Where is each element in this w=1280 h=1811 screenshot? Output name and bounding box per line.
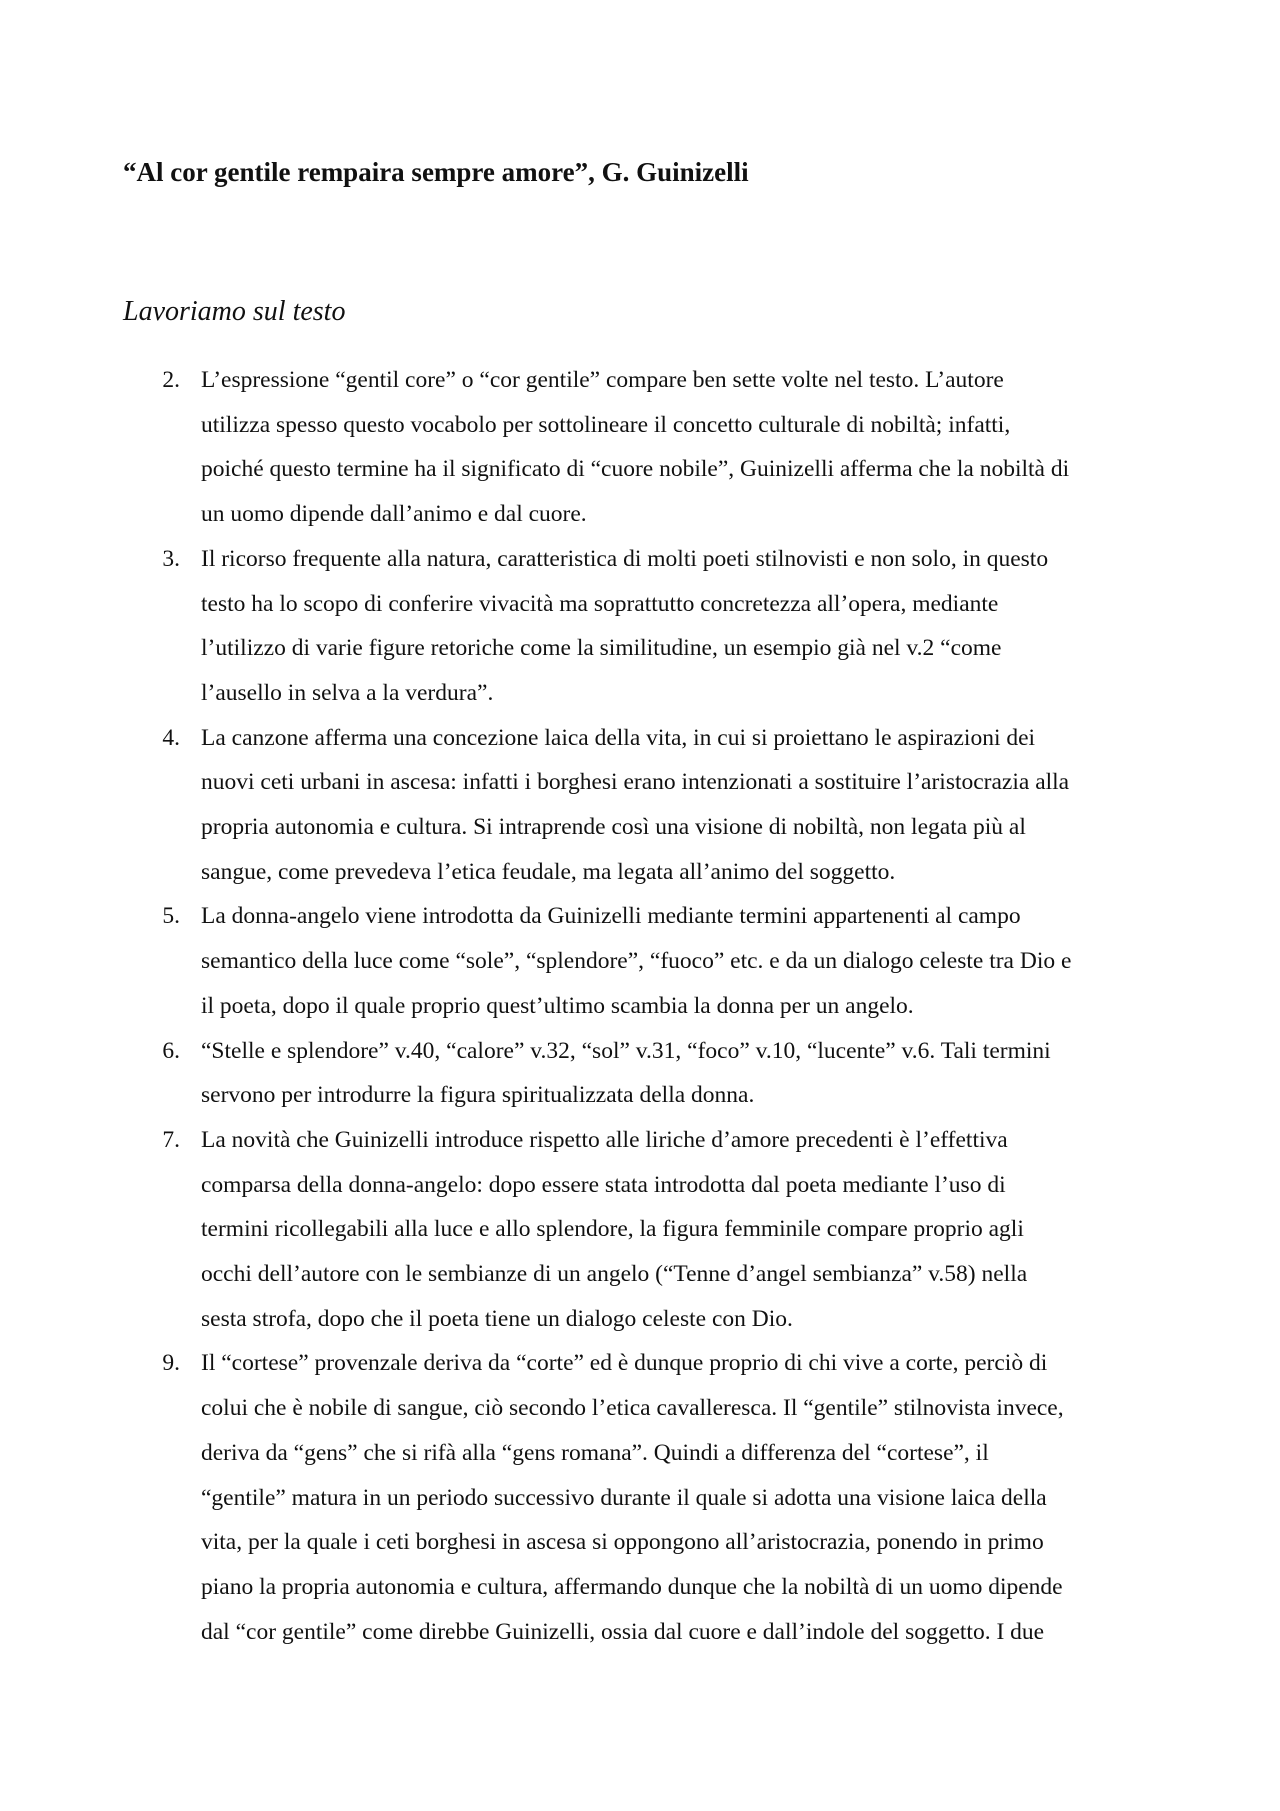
answer-number: 5. <box>162 903 180 930</box>
answer-list <box>0 358 1280 1654</box>
document-title: “Al cor gentile rempaira sempre amore”, G. Guinizelli <box>123 157 749 187</box>
answer-line: il poeta, dopo il quale proprio quest’ultimo scambia la donna per un angelo. <box>201 992 914 1019</box>
answer-line: sangue, come prevedeva l’etica feudale, ma legata all’animo del soggetto. <box>201 858 896 885</box>
answer-line: “gentile” matura in un periodo successivo durante il quale si adotta una visione laica della <box>201 1484 1047 1511</box>
answer-line: poiché questo termine ha il significato di “cuore nobile”, Guinizelli afferma che la nobiltà di <box>201 456 1070 483</box>
answer-line: semantico della luce come “sole”, “splendore”, “fuoco” etc. e da un dialogo celeste tra Dio e <box>201 948 1072 975</box>
answer-line: piano la propria autonomia e cultura, affermando dunque che la nobiltà di un uomo dipende <box>201 1573 1063 1600</box>
answer-line: dal “cor gentile” come direbbe Guinizelli, ossia dal cuore e dall’indole del soggetto. I due <box>201 1618 1045 1645</box>
answer-line: Il ricorso frequente alla natura, caratteristica di molti poeti stilnovisti e non solo, in questo <box>201 545 1049 572</box>
answer-line: comparsa della donna-angelo: dopo essere stata introdotta dal poeta mediante l’uso di <box>201 1171 1006 1198</box>
answer-line: occhi dell’autore con le sembianze di un angelo (“Tenne d’angel sembianza” v.58) nella <box>201 1261 1028 1288</box>
answer-line: colui che è nobile di sangue, ciò secondo l’etica cavalleresca. Il “gentile” stilnovista invece, <box>201 1395 1064 1422</box>
answer-line: nuovi ceti urbani in ascesa: infatti i borghesi erano intenzionati a sostituire l’aristocrazia alla <box>201 769 1070 796</box>
answer-item <box>0 716 1280 895</box>
answer-line: La canzone afferma una concezione laica della vita, in cui si proiettano le aspirazioni dei <box>201 724 1036 751</box>
answer-line: testo ha lo scopo di conferire vivacità ma soprattutto concretezza all’opera, mediante <box>201 590 999 617</box>
answer-item <box>0 358 1280 537</box>
answer-item <box>0 1118 1280 1342</box>
answer-line: “Stelle e splendore” v.40, “calore” v.32, “sol” v.31, “foco” v.10, “lucente” v.6. Tali termini <box>201 1037 1051 1064</box>
answer-line: La donna-angelo viene introdotta da Guinizelli mediante termini appartenenti al campo <box>201 903 1021 930</box>
answer-line: termini ricollegabili alla luce e allo splendore, la figura femminile compare proprio agli <box>201 1216 1024 1243</box>
answer-number: 3. <box>162 545 180 572</box>
answer-line: deriva da “gens” che si rifà alla “gens romana”. Quindi a differenza del “cortese”, il <box>201 1439 989 1466</box>
answer-line: sesta strofa, dopo che il poeta tiene un dialogo celeste con Dio. <box>201 1305 793 1332</box>
answer-line: utilizza spesso questo vocabolo per sottolineare il concetto culturale di nobiltà; infatti, <box>201 411 1011 438</box>
answer-item <box>0 1029 1280 1118</box>
answer-line: vita, per la quale i ceti borghesi in ascesa si oppongono all’aristocrazia, ponendo in primo <box>201 1529 1044 1556</box>
answer-line: L’espressione “gentil core” o “cor gentile” compare ben sette volte nel testo. L’autore <box>201 367 1004 393</box>
answer-line: l’ausello in selva a la verdura”. <box>201 679 494 706</box>
answer-number: 2. <box>162 367 180 393</box>
answer-item <box>0 894 1280 1028</box>
answer-line: l’utilizzo di varie figure retoriche come la similitudine, un esempio già nel v.2 “come <box>201 635 1002 662</box>
answer-line: Il “cortese” provenzale deriva da “corte” ed è dunque proprio di chi vive a corte, perciò di <box>201 1350 1048 1377</box>
answer-number: 7. <box>162 1126 180 1153</box>
answer-line: La novità che Guinizelli introduce rispetto alle liriche d’amore precedenti è l’effettiva <box>201 1126 1008 1153</box>
section-heading: Lavoriamo sul testo <box>123 296 346 327</box>
answer-line: un uomo dipende dall’animo e dal cuore. <box>201 501 587 528</box>
answer-number: 4. <box>162 724 180 751</box>
answer-item <box>0 1341 1280 1654</box>
answer-item <box>0 537 1280 716</box>
answer-number: 6. <box>162 1037 180 1064</box>
answer-line: servono per introdurre la figura spiritualizzata della donna. <box>201 1082 755 1109</box>
answer-number: 9. <box>162 1350 180 1377</box>
answer-line: propria autonomia e cultura. Si intraprende così una visione di nobiltà, non legata più al <box>201 814 1026 841</box>
